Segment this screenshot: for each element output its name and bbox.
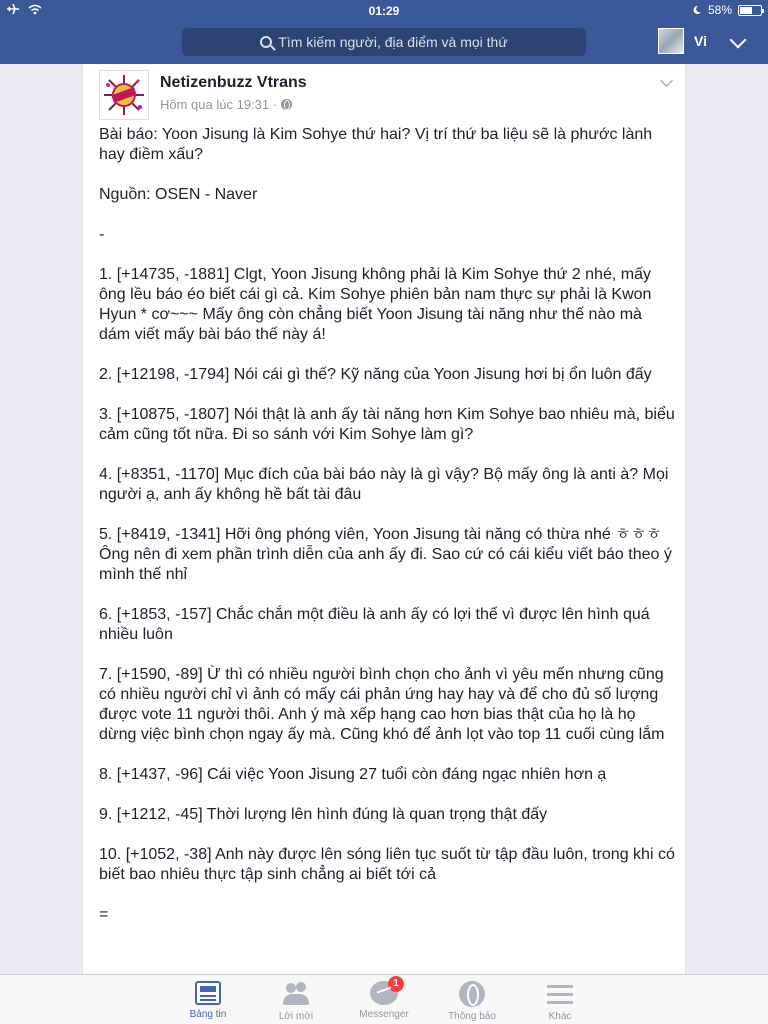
public-globe-icon [281,99,292,110]
search-bar[interactable] [182,28,586,56]
tab-friend-requests[interactable] [256,981,336,1022]
post-paragraph: 8. [+1437, -96] Cái việc Yoon Jisung 27 tuổi còn đáng ngạc nhiên hơn ạ [99,766,607,783]
post-body [99,125,677,945]
bottom-tab-bar [0,974,768,1024]
profile-shortcut[interactable] [658,28,707,54]
post-paragraph: - [99,226,105,243]
post-paragraph: 9. [+1212, -45] Thời lượng lên hình đúng là quan trọng thật đấy [99,806,548,823]
messenger-icon [370,978,399,1005]
tab-messenger[interactable] [344,978,424,1020]
tab-label: Thông báo [448,1011,496,1022]
post-paragraph: = [99,906,109,923]
post-paragraph: 1. [+14735, -1881] Clgt, Yoon Jisung không phải là Kim Sohye thứ 2 nhé, mấy ông lều báo éo biết cái gì cả. Kim Sohye phiên bản nam thực sự phải là Kwon Hyun * cơ~~~ Mấy ông còn chẳng biết Yoon Jisung tài năng như thế nào mà dám viết mấy bài báo thế này á! [99,266,652,343]
post-paragraph: 6. [+1853, -157] Chắc chắn một điều là anh ấy có lợi thế vì được lên hình quá nhiều luôn [99,606,650,643]
post-paragraph: 4. [+8351, -1170] Mục đích của bài báo này là gì vậy? Bộ mấy ông là anti à? Mọi người ạ, anh ấy không hề bất tài đâu [99,466,669,503]
friend-requests-icon [282,981,310,1007]
top-bar [0,0,768,64]
battery-percent: 58% [707,3,732,17]
post-paragraph: Nguồn: OSEN - Naver [99,186,258,203]
post-meta [160,97,292,112]
avatar [658,28,684,54]
post-paragraph: 2. [+12198, -1794] Nói cái gì thế? Kỹ năng của Yoon Jisung hơi bị ổn luôn đấy [99,366,652,383]
moon-icon [692,5,702,15]
post-paragraph: 7. [+1590, -89] Ừ thì có nhiều người bình chọn cho ảnh vì yêu mến nhưng cũng có nhiều người chỉ vì ảnh có mấy cái phản ứng hay hay và để cho đủ số lượng được vote 11 người thôi. Anh ý mà xếp hạng cao hơn bias thật của họ là họ dừng việc bình chọn ngay ấy mà. Cũng khó để ảnh lọt vào top 11 cuối cùng lắm [99,666,665,743]
page-name[interactable]: Netizenbuzz Vtrans [160,74,307,91]
post-paragraph: 3. [+10875, -1807] Nói thật là anh ấy tài năng hơn Kim Sohye bao nhiêu mà, biểu cảm cũng tốt nữa. Đi so sánh với Kim Sohye làm gì? [99,406,675,443]
tab-label: Khác [548,1011,572,1022]
post-card [82,64,686,974]
status-bar [0,0,768,22]
search-placeholder: Tìm kiếm người, địa điểm và mọi thứ [278,34,508,50]
post-paragraph: 10. [+1052, -38] Anh này được lên sóng liên tục suốt từ tập đầu luôn, trong khi có biết bao nhiêu thực tập sinh chẳng ai biết tới cả [99,846,675,883]
notifications-globe-icon [459,981,485,1007]
status-time: 01:29 [368,4,400,18]
meta-separator: · [273,97,278,112]
tab-notifications[interactable] [432,981,512,1022]
tab-label: Messenger [359,1009,409,1020]
more-menu-icon [546,981,574,1007]
profile-name: Vi [694,33,707,49]
post-paragraph: 5. [+8419, -1341] Hỡi ông phóng viên, Yoon Jisung tài năng có thừa nhé ㅎㅎㅎ Ông nên đi xem phần trình diễn của anh ấy đi. Sao cứ có cái kiểu viết báo theo ý mình thế nhỉ [99,526,672,583]
battery-fill [740,7,752,14]
tab-label: Bảng tin [189,1009,227,1020]
post-paragraph: Bài báo: Yoon Jisung là Kim Sohye thứ hai? Vị trí thứ ba liệu sẽ là phước lành hay điềm xấu? [99,126,653,163]
news-feed-icon [195,981,221,1005]
page-logo-icon [100,71,148,119]
post-options-chevron-icon[interactable] [660,74,673,87]
status-right [692,3,762,17]
page-avatar[interactable] [99,70,149,120]
battery-icon [738,5,762,16]
messenger-badge: 1 [388,976,404,992]
chevron-down-icon[interactable] [730,32,747,49]
tab-more[interactable] [520,981,600,1022]
tab-label: Lời mời [278,1011,314,1022]
post-timestamp[interactable]: Hôm qua lúc 19:31 [160,97,270,112]
tab-news-feed[interactable] [168,981,248,1020]
search-icon [260,36,272,48]
